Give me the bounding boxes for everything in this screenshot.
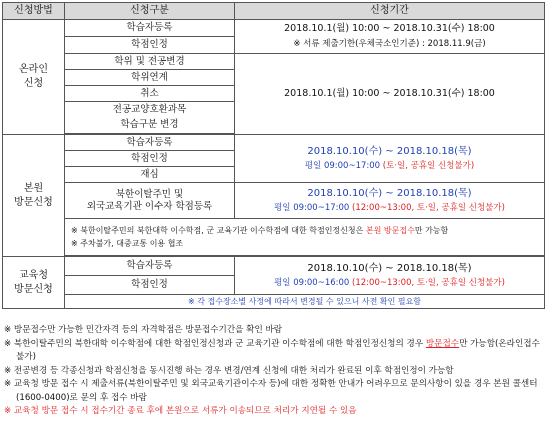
hq-period1-cell: [235, 135, 545, 183]
footnote-3: ※ 전공변경 등 각종신청과 학점신청을 동시진행 하는 경우 변경/연계 신청에 대한 처리가 완료된 이후 학점인정이 가능함: [4, 365, 454, 376]
hq-note1c: 만 가능함: [414, 226, 449, 235]
office-item-register: 학습자등록: [65, 257, 235, 276]
footnote-4: ※ 교육청 방문 접수 시 제출서류(북한이탈주민 및 외국교육기관이수자 등)에 대한 정확한 안내가 어려우므로 문의사항이 있을 경우 본원 콜센터(1600-0400)로 문의 후 접수 바람: [4, 379, 538, 403]
hq-hours1-line: [235, 160, 544, 172]
hq-note1a: ※ 북한이탈주민의 북한대학 이수학점, 군 교육기관 이수학점에 대한 학점인정신청은: [71, 226, 366, 235]
header-method: 신청방법: [3, 3, 65, 20]
online-item-compatible: [65, 102, 235, 118]
header-row: [3, 3, 545, 20]
online-item-degree-link: 학위연계: [65, 70, 235, 86]
office-method-cell: [3, 257, 65, 309]
hq-note1b: 본원 방문접수: [365, 226, 415, 235]
online-deadline-note: ※ 서류 제출기한(우체국소인기준) : 2018.11.9(금): [293, 39, 486, 49]
header-category: 신청구분: [65, 3, 235, 20]
online-method-cell: [3, 20, 65, 135]
hq-period1: 2018.10.10(수) ~ 2018.10.18(목): [307, 145, 472, 157]
office-period-cell: [235, 257, 545, 295]
office-hours-line: [235, 277, 544, 289]
hq-closed1: (토·일, 공휴일 신청불가): [380, 160, 475, 171]
hq-item-review: 재심: [65, 167, 235, 183]
footnote-2: [2, 338, 544, 365]
hq-item-defector: [65, 183, 235, 219]
office-period: 2018.10.10(수) ~ 2018.10.18(목): [307, 262, 472, 274]
hq-notes-cell: [65, 219, 545, 256]
hq-hours1: 평일 09:00~17:00: [304, 160, 381, 171]
online-item-learning-type: [65, 118, 235, 134]
hq-hours2-line: [235, 202, 544, 214]
online-item-learning-type-text: 학습구분 변경: [120, 119, 179, 131]
hq-method-line1: 본원: [23, 182, 44, 194]
hq-hours2: 평일 09:00~17:00: [274, 202, 350, 213]
online-item-credit: 학점인정: [65, 37, 235, 54]
office-closed: (12:00~13:00, 토·일, 공휴일 신청불가): [349, 277, 505, 288]
online-item-compatible-text: 전공교양호환과목: [112, 103, 187, 115]
office-note: ※ 각 접수장소별 사정에 따라서 변경될 수 있으니 사전 확인 필요함: [65, 295, 545, 309]
office-item-credit: 학점인정: [65, 276, 235, 295]
footnote-2c: 만 가능함(온라인접수 불가): [16, 338, 540, 362]
office-method-line1: 교육청: [19, 269, 48, 281]
office-method-line2: 방문신청: [14, 283, 53, 295]
office-hours: 평일 09:00~16:00: [274, 277, 350, 288]
hq-note1: [71, 224, 544, 237]
header-period: 신청기간: [235, 3, 545, 20]
footnote-5: ※ 교육청 방문 접수 시 접수기간 종료 후에 본원으로 서류가 이송되므로 처리가 지연될 수 있음: [4, 406, 357, 416]
online-period1-cell: [235, 20, 545, 54]
footnote-1: ※ 방문접수만 가능한 민간자격 등의 자격학점은 방문접수기간을 확인 바람: [4, 325, 283, 335]
hq-note2: ※ 주차불가, 대중교통 이용 협조: [71, 239, 184, 248]
hq-period2-cell: [235, 183, 545, 219]
online-item-degree-change: 학위 및 전공변경: [65, 54, 235, 70]
online-period2: 2018.10.1(월) 10:00 ~ 2018.10.31(수) 18:00: [235, 54, 545, 135]
hq-item-register: 학습자등록: [65, 135, 235, 151]
hq-period2: 2018.10.10(수) ~ 2018.10.18(목): [307, 187, 472, 199]
online-period1: 2018.10.1(월) 10:00 ~ 2018.10.31(수) 18:00: [284, 23, 495, 34]
footnotes: [2, 324, 544, 419]
schedule-table: [2, 2, 545, 309]
hq-method-line2: 방문신청: [14, 196, 53, 208]
online-method-line2: 신청: [23, 78, 44, 89]
hq-item-credit: 학점인정: [65, 151, 235, 167]
hq-closed2: (12:00~13:00, 토·일, 공휴일 신청불가): [349, 202, 505, 213]
footnote-2b: 방문접수: [425, 338, 460, 349]
online-item-register: 학습자등록: [65, 20, 235, 37]
hq-item-defector-line2: 외국교육기관 이수자 학점등록: [86, 200, 213, 212]
hq-item-defector-line1: 북한이탈주민 및: [115, 188, 184, 200]
hq-method-cell: [3, 135, 65, 257]
online-method-line1: 온라인: [19, 64, 48, 75]
footnote-2a: ※ 북한이탈주민의 북한대학 이수학점에 대한 학점인정신청과 군 교육기관 이수학점에 대한 학점인정신청의 경우: [4, 338, 426, 349]
online-item-cancel: 취소: [65, 86, 235, 102]
